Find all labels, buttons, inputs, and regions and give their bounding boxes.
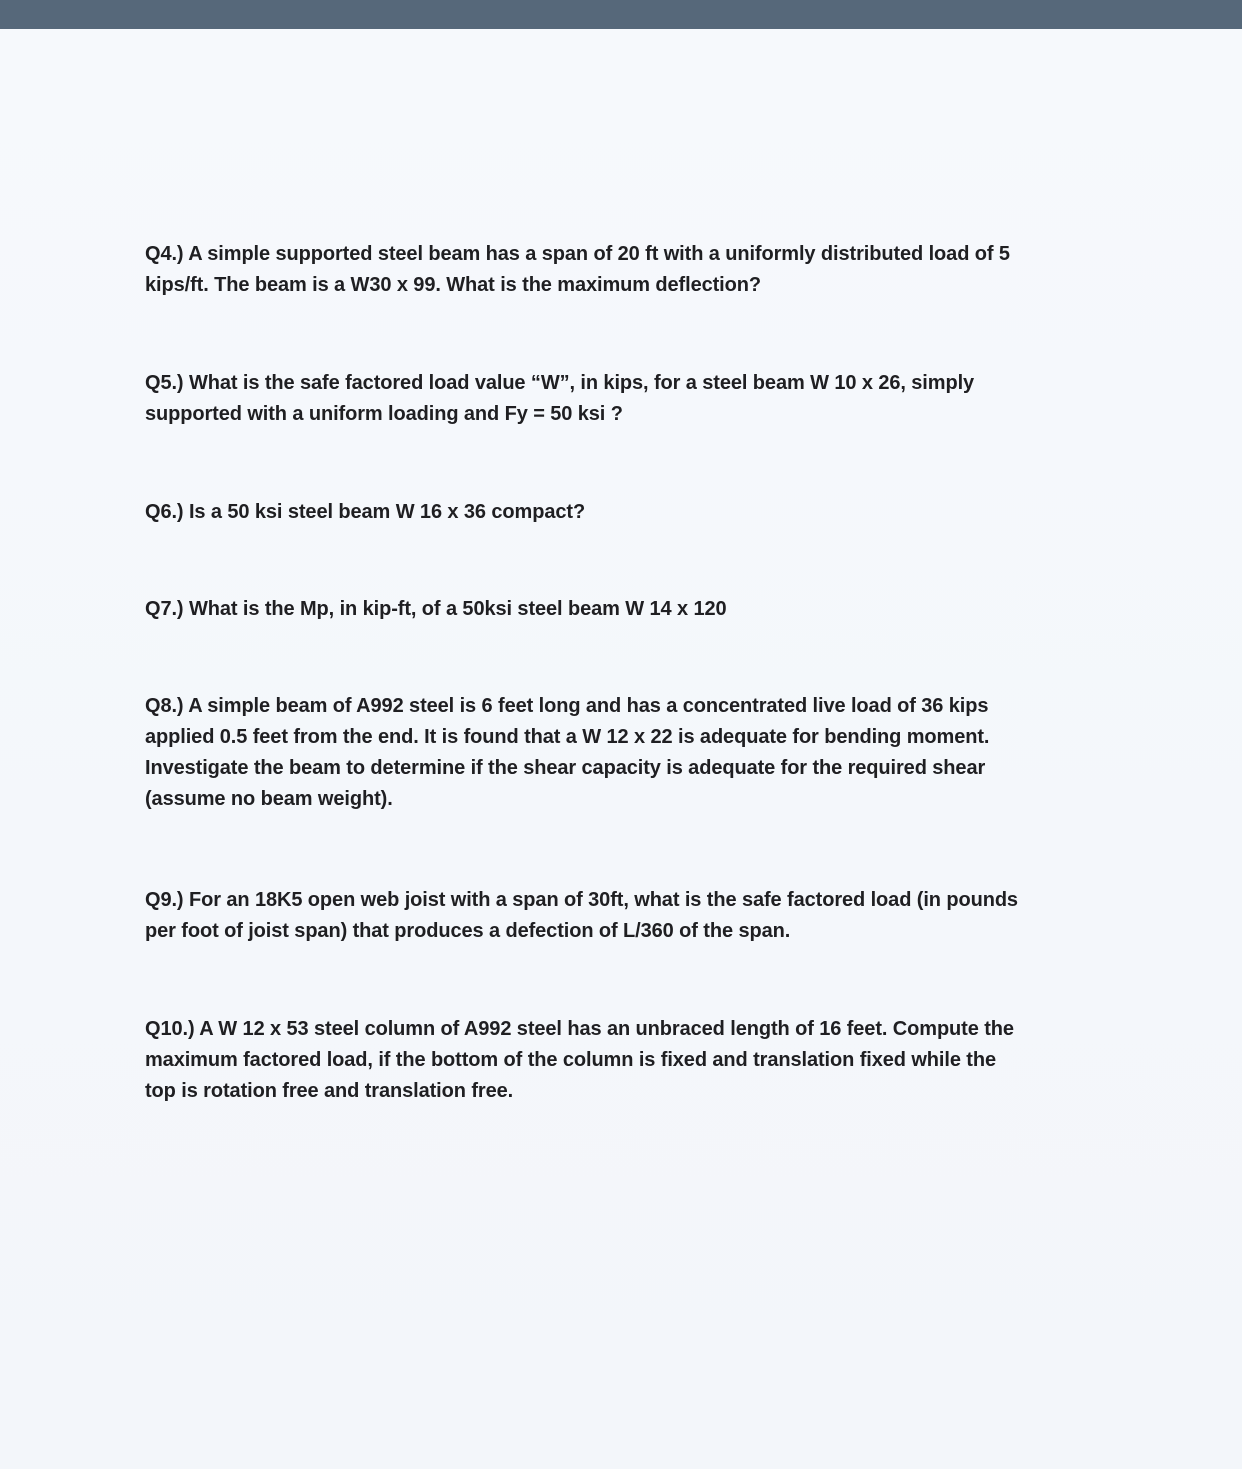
document-page xyxy=(0,29,1242,1469)
question-text: A simple beam of A992 steel is 6 feet long and has a concentrated live load of 36 kips applied 0.5 feet from the end. It is found that a W 12 x 22 is adequate for bending moment. Investigate the beam to determine if the shear capacity is adequate for the required shear (assume no beam weight). xyxy=(145,695,990,810)
question-9 xyxy=(145,885,1115,947)
question-number: Q7.) xyxy=(145,598,184,620)
question-number: Q8.) xyxy=(145,695,184,717)
question-6 xyxy=(145,497,1045,528)
question-number: Q4.) xyxy=(145,243,184,265)
question-text: Is a 50 ksi steel beam W 16 x 36 compact? xyxy=(188,501,586,523)
question-4 xyxy=(145,239,1105,301)
question-text: A W 12 x 53 steel column of A992 steel has an unbraced length of 16 feet. Compute the maximum factored load, if the bottom of the column is fixed and translation fixed while the top is rotation free and translation free. xyxy=(145,1018,1014,1102)
question-text: A simple supported steel beam has a span of 20 ft with a uniformly distributed load of 5 kips/ft. The beam is a W30 x 99. What is the maximum deflection? xyxy=(145,243,1010,296)
question-text: For an 18K5 open web joist with a span of 30ft, what is the safe factored load (in pounds per foot of joist span) that produces a defection of L/360 of the span. xyxy=(145,889,1018,942)
question-10 xyxy=(145,1014,1120,1107)
question-text: What is the Mp, in kip-ft, of a 50ksi steel beam W 14 x 120 xyxy=(188,598,727,620)
top-bar xyxy=(0,0,1242,29)
question-number: Q9.) xyxy=(145,889,184,911)
question-5 xyxy=(145,368,1065,430)
question-text: What is the safe factored load value “W”, in kips, for a steel beam W 10 x 26, simply supported with a uniform loading and Fy = 50 ksi ? xyxy=(145,372,975,425)
question-number: Q10.) xyxy=(145,1018,195,1040)
question-8 xyxy=(145,691,1105,815)
question-number: Q5.) xyxy=(145,372,184,394)
question-7 xyxy=(145,594,1045,625)
question-number: Q6.) xyxy=(145,501,184,523)
